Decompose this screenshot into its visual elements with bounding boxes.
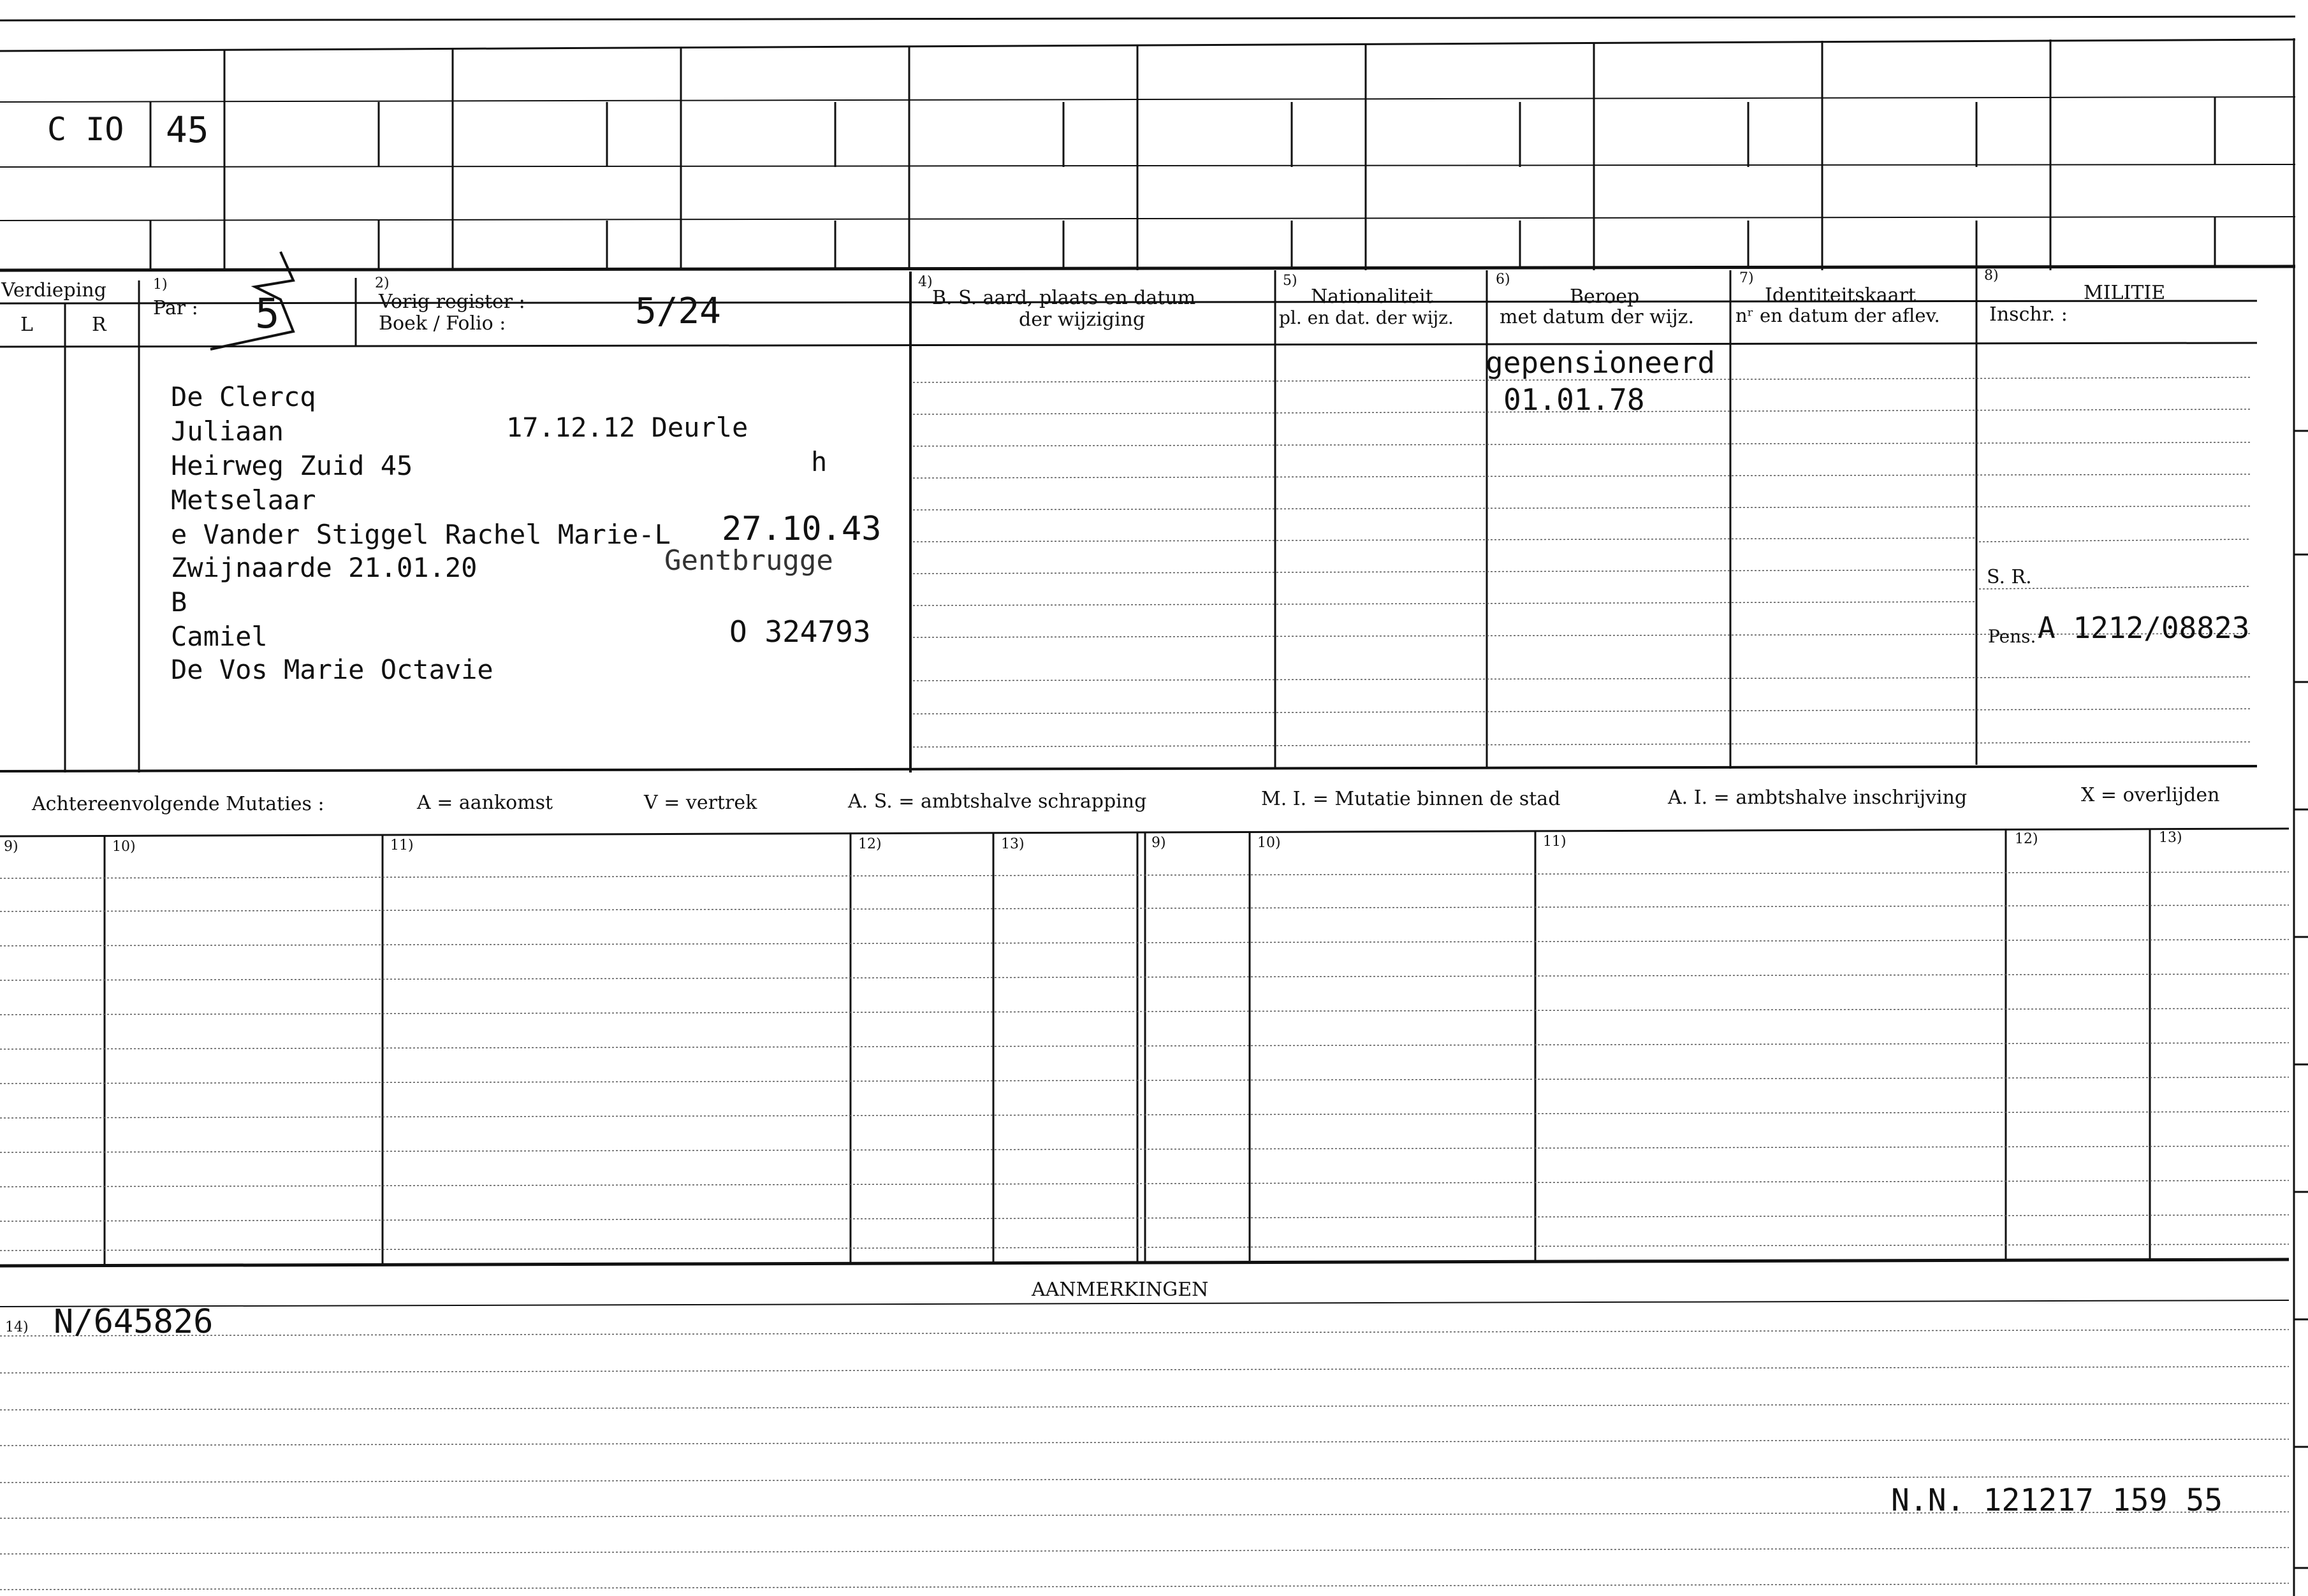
beroep-label-2: met datum der wijz. bbox=[1500, 306, 1694, 328]
id-number: O 324793 bbox=[729, 614, 871, 649]
col4-number: 4) bbox=[918, 274, 933, 290]
boek-folio-label: Boek / Folio : bbox=[379, 312, 506, 335]
col2-number: 2) bbox=[375, 275, 390, 291]
beroep-value: gepensioneerd bbox=[1486, 345, 1716, 380]
legend-ambtshalve-schrapping: A. S. = ambtshalve schrapping bbox=[848, 790, 1147, 813]
code-number: 45 bbox=[166, 110, 209, 151]
identiteitskaart-label-2: nʳ en datum der aflev. bbox=[1735, 305, 1940, 326]
beroep-date: 01.01.78 bbox=[1503, 382, 1645, 417]
militie-label: MILITIE bbox=[2084, 282, 2166, 304]
inschr-label: Inschr. : bbox=[1989, 303, 2068, 326]
nationaliteit-label-1: Nationaliteit bbox=[1311, 286, 1433, 308]
legend-vertrek: V = vertrek bbox=[644, 792, 757, 814]
mutaties-title: Achtereenvolgende Mutaties : bbox=[32, 793, 325, 815]
address: Heirweg Zuid 45 bbox=[171, 450, 413, 481]
col5-number: 5) bbox=[1283, 273, 1297, 289]
marriage-place: Gentbrugge bbox=[664, 544, 833, 577]
sr-label: S. R. bbox=[1987, 566, 2032, 588]
legend-mutatie-binnen-stad: M. I. = Mutatie binnen de stad bbox=[1261, 788, 1561, 810]
aanmerkingen-value: N/645826 bbox=[54, 1303, 214, 1341]
code-c-io: C IO bbox=[47, 111, 124, 148]
mut-col-11b: 11) bbox=[1543, 834, 1567, 850]
aanmerkingen-number: 14) bbox=[5, 1319, 29, 1335]
aanmerkingen-title: AANMERKINGEN bbox=[1032, 1279, 1209, 1301]
par-value: 5 bbox=[255, 291, 280, 338]
civil-state: B bbox=[171, 586, 187, 618]
mut-col-12b: 12) bbox=[2015, 831, 2038, 847]
father-name: Camiel bbox=[171, 621, 268, 652]
firstname: Juliaan bbox=[171, 416, 284, 447]
mut-col-12: 12) bbox=[858, 836, 882, 852]
col1-number: 1) bbox=[153, 277, 168, 293]
verdieping-label: Verdieping bbox=[1, 279, 106, 301]
legend-ambtshalve-inschrijving: A. I. = ambtshalve inschrijving bbox=[1668, 787, 1968, 809]
surname: De Clercq bbox=[171, 381, 316, 412]
pens-value: A 1212/08823 bbox=[2038, 611, 2250, 645]
profession: Metselaar bbox=[171, 484, 316, 516]
mut-col-9b: 9) bbox=[1151, 835, 1166, 851]
floor-l-label: L bbox=[20, 314, 33, 336]
national-number: N.N. 121217 159 55 bbox=[1891, 1483, 2223, 1518]
identiteitskaart-label-1: Identiteitskaart bbox=[1765, 284, 1916, 307]
floor-r-label: R bbox=[92, 314, 106, 336]
spouse: e Vander Stiggel Rachel Marie-L bbox=[171, 519, 671, 550]
mut-col-9: 9) bbox=[4, 839, 18, 855]
pens-label: Pens. bbox=[1988, 626, 2036, 647]
spouse-birth: Zwijnaarde 21.01.20 bbox=[171, 552, 478, 583]
beroep-label-1: Beroep bbox=[1570, 286, 1640, 308]
col6-number: 6) bbox=[1496, 272, 1510, 287]
legend-overlijden: X = overlijden bbox=[2081, 784, 2220, 806]
col8-number: 8) bbox=[1984, 268, 1999, 284]
par-label: Par : bbox=[153, 297, 198, 319]
mut-col-10b: 10) bbox=[1257, 835, 1281, 851]
mut-col-13b: 13) bbox=[2159, 830, 2182, 846]
bs-label-1: B. S. aard, plaats en datum bbox=[932, 287, 1196, 309]
nationaliteit-label-2: pl. en dat. der wijz. bbox=[1279, 307, 1454, 328]
mut-col-13: 13) bbox=[1001, 836, 1025, 852]
boek-folio-value: 5/24 bbox=[635, 291, 721, 332]
mother-name: De Vos Marie Octavie bbox=[171, 654, 493, 685]
col7-number: 7) bbox=[1739, 270, 1754, 286]
birth-date-place: 17.12.12 Deurle bbox=[506, 412, 749, 443]
gender: h bbox=[811, 446, 828, 477]
mut-col-11: 11) bbox=[390, 838, 414, 853]
marriage-date: 27.10.43 bbox=[722, 510, 882, 548]
vorig-register-label: Vorig register : bbox=[379, 291, 525, 313]
par-pen-stroke bbox=[210, 252, 293, 349]
bs-label-2: der wijziging bbox=[1019, 308, 1146, 331]
legend-aankomst: A = aankomst bbox=[417, 792, 553, 814]
mut-col-10: 10) bbox=[112, 839, 136, 855]
